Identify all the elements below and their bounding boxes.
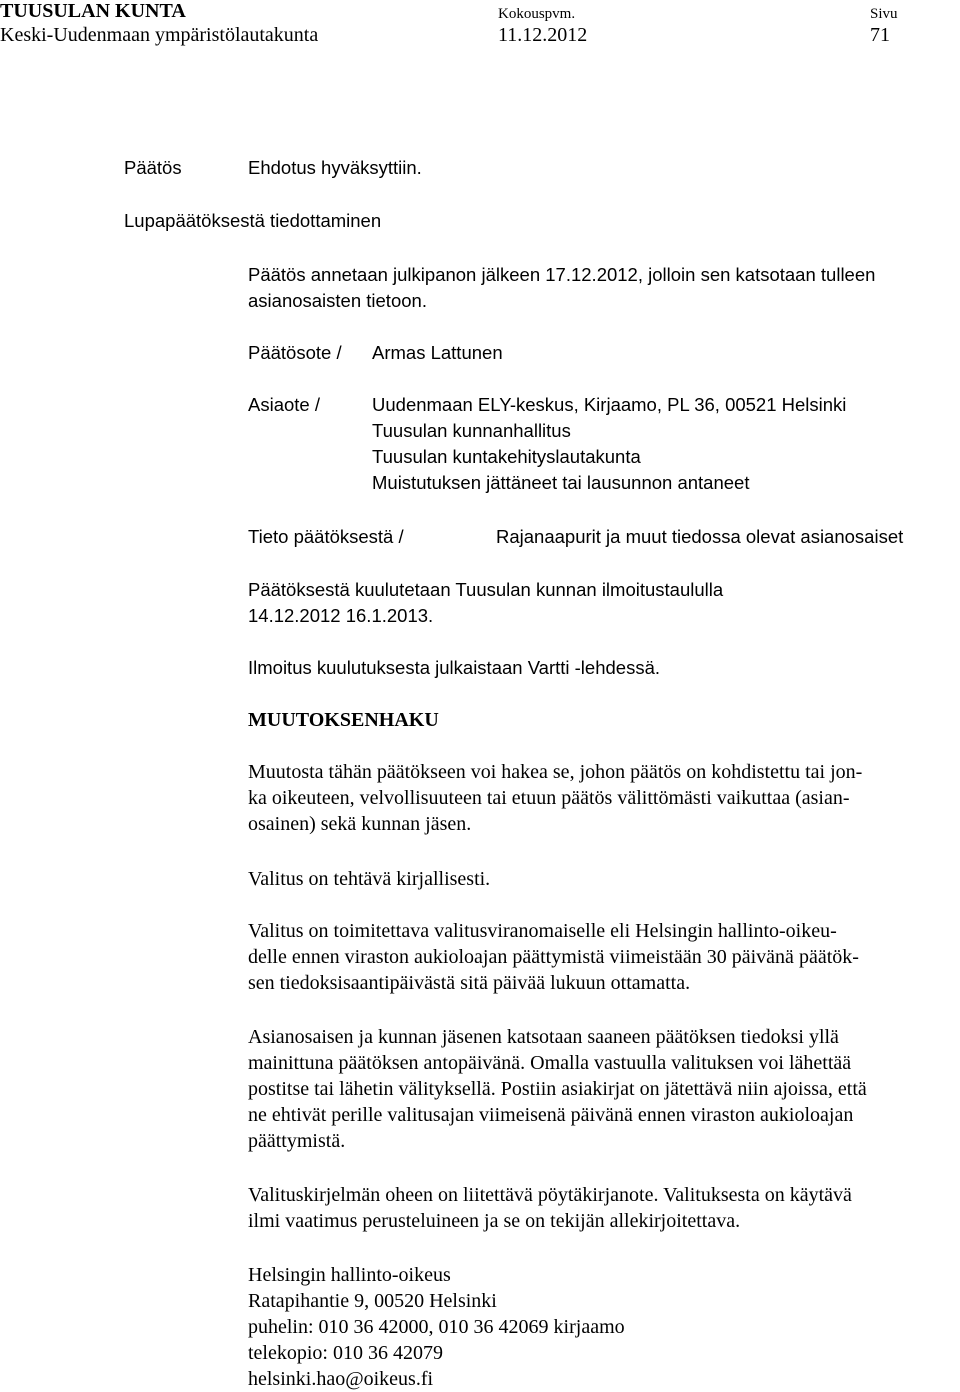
copy-label: Asiaote / <box>248 394 320 415</box>
date-label: Kokouspvm. <box>498 6 576 22</box>
appeal-heading: MUUTOKSENHAKU <box>248 709 439 731</box>
decision-label: Päätös <box>124 157 182 178</box>
appeal-paragraph-1 <box>248 759 954 837</box>
text-line: Muutosta tähän päätökseen voi hakea se, johon päätös on kohdistettu tai jon- <box>248 761 863 783</box>
appeal-paragraph-2 <box>248 866 954 892</box>
text-line: sen tiedoksisaantipäivästä sitä päivää lukuun ottamatta. <box>248 972 691 994</box>
board-name: Keski-Uudenmaan ympäristölautakunta <box>0 24 319 46</box>
copy-value: Uudenmaan ELY-keskus, Kirjaamo, PL 36, 00521 Helsinki <box>372 394 847 415</box>
text-line: postitse tai lähetin välityksellä. Postiin asiakirjat on jätettävä niin ajoissa, että <box>248 1078 867 1100</box>
court-email[interactable]: helsinki.hao@oikeus.fi <box>248 1368 434 1390</box>
announcement-dates: 14.12.2012 16.1.2013. <box>248 605 434 626</box>
meeting-date: 11.12.2012 <box>498 24 588 46</box>
decision-text: Ehdotus hyväksyttiin. <box>248 157 422 178</box>
appeal-paragraph-3 <box>248 918 954 996</box>
court-address <box>248 1262 954 1392</box>
announcement-line: Päätöksestä kuulutetaan Tuusulan kunnan ilmoitustaululla <box>248 579 724 600</box>
text-line: Asianosaisen ja kunnan jäsenen katsotaan saaneen päätöksen tiedoksi yllä <box>248 1026 839 1048</box>
court-fax: telekopio: 010 36 42079 <box>248 1342 443 1364</box>
page-label: Sivu <box>870 6 898 22</box>
text-line: delle ennen viraston aukioloajan päättymistä viimeistään 30 päivänä päätök- <box>248 946 859 968</box>
court-name: Helsingin hallinto-oikeus <box>248 1264 451 1286</box>
text-line: päättymistä. <box>248 1130 346 1152</box>
appeal-paragraph-5 <box>248 1182 954 1234</box>
newspaper-notice: Ilmoitus kuulutuksesta julkaistaan Vartti -lehdessä. <box>248 657 660 678</box>
org-name: TUUSULAN KUNTA <box>0 0 186 22</box>
excerpt-label: Päätösote / <box>248 342 342 363</box>
text-line: Valituskirjelmän oheen on liitettävä pöytäkirjanote. Valituksesta on käytävä <box>248 1184 852 1206</box>
appeal-paragraph-4 <box>248 1024 954 1154</box>
notification-line-1: Päätös annetaan julkipanon jälkeen 17.12.2012, jolloin sen katsotaan tulleen <box>248 264 876 285</box>
court-phone: puhelin: 010 36 42000, 010 36 42069 kirjaamo <box>248 1316 625 1338</box>
text-line: mainittuna päätöksen antopäivänä. Omalla vastuulla valituksen voi lähettää <box>248 1052 852 1074</box>
notification-line-2: asianosaisten tietoon. <box>248 290 427 311</box>
text-line: ne ehtivät perille valitusajan viimeisenä päivänä ennen viraston aukioloajan <box>248 1104 854 1126</box>
page-number: 71 <box>870 24 890 46</box>
court-street: Ratapihantie 9, 00520 Helsinki <box>248 1290 497 1312</box>
text-line: Valitus on tehtävä kirjallisesti. <box>248 868 491 890</box>
text-line: ka oikeuteen, velvollisuuteen tai etuun päätös välittömästi vaikuttaa (asian- <box>248 787 850 809</box>
info-value: Rajanaapurit ja muut tiedossa olevat asianosaiset <box>496 526 904 547</box>
excerpt-value: Armas Lattunen <box>372 342 503 363</box>
text-line: osainen) sekä kunnan jäsen. <box>248 813 472 835</box>
copy-value: Tuusulan kunnanhallitus <box>372 420 571 441</box>
text-line: Valitus on toimitettava valitusviranomaiselle eli Helsingin hallinto-oikeu- <box>248 920 837 942</box>
notification-heading: Lupapäätöksestä tiedottaminen <box>124 210 382 231</box>
copy-value: Muistutuksen jättäneet tai lausunnon antaneet <box>372 472 750 493</box>
copy-value: Tuusulan kuntakehityslautakunta <box>372 446 641 467</box>
text-line: ilmi vaatimus perusteluineen ja se on tekijän allekirjoitettava. <box>248 1210 741 1232</box>
info-label: Tieto päätöksestä / <box>248 526 404 547</box>
